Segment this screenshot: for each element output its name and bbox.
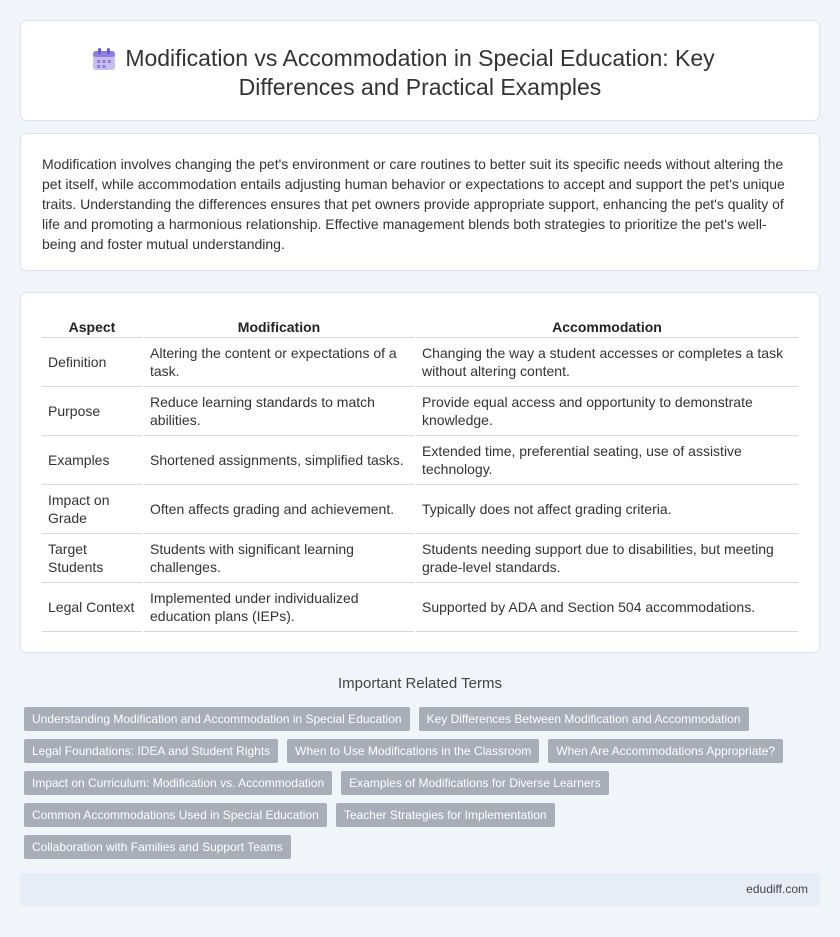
- footer-site[interactable]: edudiff.com: [746, 882, 808, 896]
- header-aspect: Aspect: [42, 314, 143, 337]
- related-tag[interactable]: Collaboration with Families and Support Teams: [24, 835, 291, 859]
- related-tag[interactable]: Legal Foundations: IDEA and Student Rights: [24, 739, 278, 763]
- related-tag[interactable]: Common Accommodations Used in Special Education: [24, 803, 327, 827]
- row-accommodation: Extended time, preferential seating, use of assistive technology.: [415, 435, 798, 484]
- intro-card: [20, 133, 820, 271]
- related-tag[interactable]: Understanding Modification and Accommodation in Special Education: [24, 707, 410, 731]
- title-card: [20, 20, 820, 121]
- page-title: Modification vs Accommodation in Special Education: Key Differences and Practical Examples: [125, 45, 715, 100]
- related-tag[interactable]: When Are Accommodations Appropriate?: [548, 739, 783, 763]
- row-aspect: Definition: [42, 337, 143, 386]
- comparison-table: [42, 314, 798, 632]
- intro-paragraph: Modification involves changing the pet's environment or care routines to better suit its specific needs without altering the pet itself, while accommodation entails adjusting human behavior or expectations to accept and support the pet's unique traits. Understanding the differences ensures that pet owners provide appropriate support, enhancing the pet's quality of life and promoting a harmonious relationship. Effective management blends both strategies to prioritize the pet's well-being and foster mutual understanding.: [42, 156, 785, 252]
- related-terms-title: Important Related Terms: [338, 675, 502, 692]
- related-tag[interactable]: Examples of Modifications for Diverse Learners: [341, 771, 608, 795]
- table-row: [42, 337, 798, 386]
- row-accommodation: Changing the way a student accesses or completes a task without altering content.: [415, 337, 798, 386]
- related-tag[interactable]: Key Differences Between Modification and Accommodation: [419, 707, 749, 731]
- row-modification: Students with significant learning challenges.: [143, 533, 415, 582]
- row-accommodation: Provide equal access and opportunity to demonstrate knowledge.: [415, 386, 798, 435]
- row-accommodation: Supported by ADA and Section 504 accommodations.: [415, 582, 798, 631]
- header-accommodation: Accommodation: [415, 314, 798, 337]
- row-modification: Reduce learning standards to match abilities.: [143, 386, 415, 435]
- footer: [20, 873, 820, 906]
- related-tags: [24, 707, 804, 859]
- row-aspect: Examples: [42, 435, 143, 484]
- row-aspect: Legal Context: [42, 582, 143, 631]
- row-modification: Shortened assignments, simplified tasks.: [143, 435, 415, 484]
- table-row: [42, 582, 798, 631]
- row-aspect: Target Students: [42, 533, 143, 582]
- row-modification: Implemented under individualized education plans (IEPs).: [143, 582, 415, 631]
- table-row: [42, 484, 798, 533]
- row-modification: Altering the content or expectations of a task.: [143, 337, 415, 386]
- related-tag[interactable]: Teacher Strategies for Implementation: [336, 803, 555, 827]
- related-tag[interactable]: Impact on Curriculum: Modification vs. Accommodation: [24, 771, 332, 795]
- related-tag[interactable]: When to Use Modifications in the Classroom: [287, 739, 539, 763]
- comparison-card: [20, 292, 820, 653]
- row-accommodation: Typically does not affect grading criteria.: [415, 484, 798, 533]
- table-row: [42, 435, 798, 484]
- table-row: [42, 386, 798, 435]
- row-aspect: Impact on Grade: [42, 484, 143, 533]
- header-modification: Modification: [143, 314, 415, 337]
- row-modification: Often affects grading and achievement.: [143, 484, 415, 533]
- row-aspect: Purpose: [42, 386, 143, 435]
- table-row: [42, 533, 798, 582]
- table-header-row: [42, 314, 798, 337]
- row-accommodation: Students needing support due to disabilities, but meeting grade-level standards.: [415, 533, 798, 582]
